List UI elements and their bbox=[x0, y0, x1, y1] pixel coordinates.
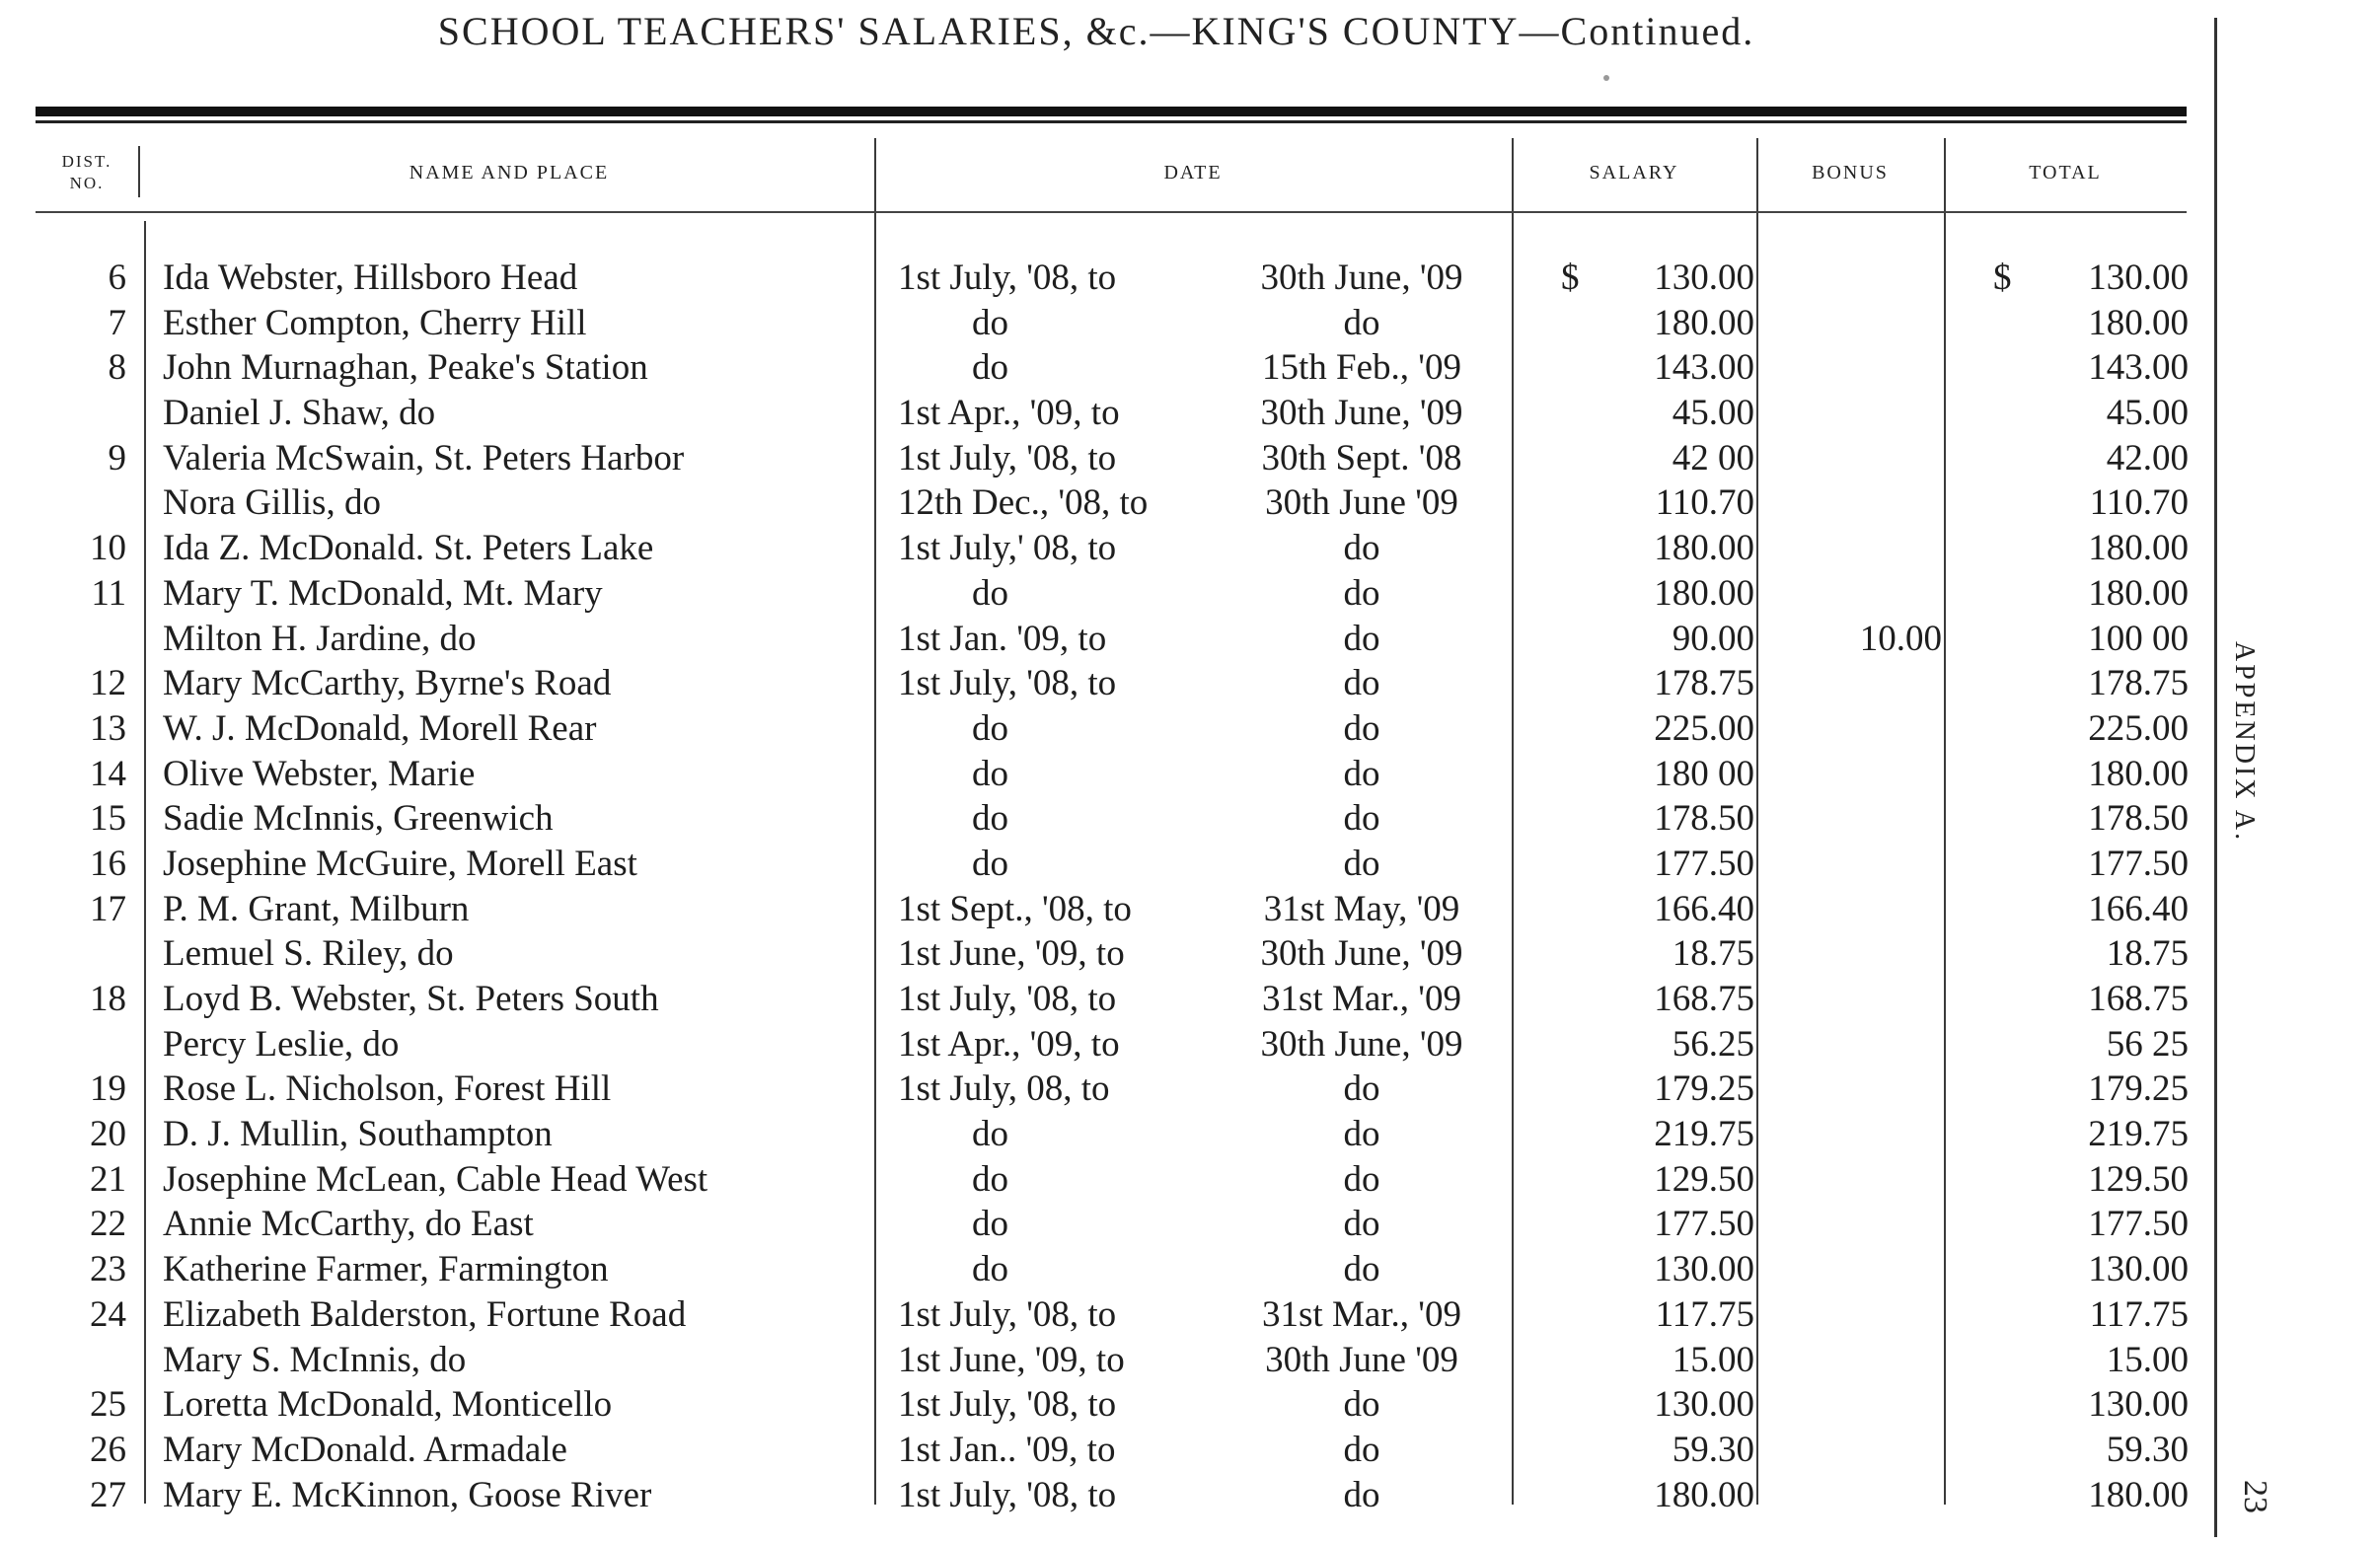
salary-amount: 225.00 bbox=[1654, 707, 1754, 749]
date-to: 30th June, '09 bbox=[1260, 933, 1463, 975]
teacher-name-place: Elizabeth Balderston, Fortune Road bbox=[163, 1293, 687, 1335]
teacher-name-place: Loretta McDonald, Monticello bbox=[163, 1384, 613, 1426]
date-to: do bbox=[1343, 572, 1380, 614]
date-to: do bbox=[1343, 1474, 1380, 1515]
total-amount: 59.30 bbox=[2106, 1429, 2189, 1470]
table-row bbox=[0, 1022, 2210, 1067]
date-to: do bbox=[1343, 1114, 1380, 1155]
salary-amount: 180.00 bbox=[1654, 528, 1754, 569]
teacher-name-place: Nora Gillis, do bbox=[163, 482, 381, 524]
header-dist bbox=[36, 138, 138, 207]
header-dist-line1: DIST. bbox=[61, 152, 112, 171]
table-row bbox=[0, 706, 2210, 752]
page-number: 23 bbox=[2237, 1480, 2273, 1513]
total-amount: 178.50 bbox=[2088, 798, 2189, 840]
table-row bbox=[0, 526, 2210, 571]
total-amount: 219.75 bbox=[2088, 1114, 2189, 1155]
teacher-name-place: Mary T. McDonald, Mt. Mary bbox=[163, 572, 603, 614]
dist-number: 22 bbox=[90, 1204, 126, 1245]
total-amount: 180.00 bbox=[2088, 302, 2189, 343]
table-row bbox=[0, 1157, 2210, 1203]
dist-number: 23 bbox=[90, 1249, 126, 1290]
dist-number: 26 bbox=[90, 1429, 126, 1470]
header-salary: SALARY bbox=[1589, 162, 1679, 184]
salary-amount: 18.75 bbox=[1672, 933, 1754, 975]
total-amount: 178.75 bbox=[2088, 663, 2189, 704]
dist-number: 7 bbox=[108, 302, 126, 343]
table-row bbox=[0, 1473, 2210, 1518]
salary-amount: 180 00 bbox=[1654, 753, 1754, 794]
teacher-name-place: Ida Webster, Hillsboro Head bbox=[163, 258, 578, 298]
date-to: 31st May, '09 bbox=[1263, 888, 1460, 929]
table-row bbox=[0, 1382, 2210, 1428]
total-amount: 130.00 bbox=[2088, 258, 2189, 298]
table-row bbox=[0, 1112, 2210, 1157]
column-divider-dist bbox=[138, 146, 140, 197]
table-row bbox=[0, 1247, 2210, 1292]
dist-number: 17 bbox=[90, 888, 126, 929]
header-total: TOTAL bbox=[2029, 162, 2102, 184]
salary-amount: 117.75 bbox=[1655, 1293, 1754, 1335]
table-row bbox=[0, 617, 2210, 662]
date-to: 30th June '09 bbox=[1265, 1339, 1458, 1380]
table-row bbox=[0, 842, 2210, 887]
total-amount: 166.40 bbox=[2088, 888, 2189, 929]
total-amount: 180.00 bbox=[2088, 572, 2189, 614]
table-row bbox=[0, 1067, 2210, 1112]
date-from: 1st July, '08, to bbox=[898, 1293, 1117, 1335]
dist-number: 12 bbox=[90, 663, 126, 704]
salary-amount: 129.50 bbox=[1654, 1158, 1754, 1200]
teacher-name-place: Mary S. McInnis, do bbox=[163, 1339, 467, 1380]
date-from: 1st July, '08, to bbox=[898, 258, 1117, 298]
total-currency-symbol: $ bbox=[1993, 258, 2012, 298]
header-bonus: BONUS bbox=[1812, 162, 1889, 184]
salary-amount: 166.40 bbox=[1654, 888, 1754, 929]
date-to: do bbox=[1343, 1158, 1380, 1200]
total-amount: 168.75 bbox=[2088, 979, 2189, 1019]
date-to: 30th June, '09 bbox=[1260, 393, 1463, 434]
teacher-name-place: Daniel J. Shaw, do bbox=[163, 393, 436, 434]
salary-amount: 110.70 bbox=[1655, 482, 1754, 524]
table-row bbox=[0, 977, 2210, 1022]
teacher-name-place: Mary E. McKinnon, Goose River bbox=[163, 1474, 652, 1515]
print-speck bbox=[1603, 75, 1609, 81]
teacher-name-place: Lemuel S. Riley, do bbox=[163, 933, 454, 975]
date-from: 1st July, '08, to bbox=[898, 1384, 1117, 1426]
dist-number: 27 bbox=[90, 1474, 126, 1515]
teacher-name-place: Rose L. Nicholson, Forest Hill bbox=[163, 1068, 612, 1110]
dist-number: 10 bbox=[90, 528, 126, 569]
date-to: do bbox=[1343, 1384, 1380, 1426]
appendix-label: APPENDIX A. bbox=[2229, 641, 2260, 844]
date-to: do bbox=[1343, 528, 1380, 569]
date-from: 1st July, 08, to bbox=[898, 1068, 1110, 1110]
salary-amount: 56.25 bbox=[1672, 1023, 1754, 1065]
teacher-name-place: Olive Webster, Marie bbox=[163, 753, 476, 794]
date-from: do bbox=[972, 707, 1008, 749]
salary-table-body bbox=[0, 256, 2210, 1517]
teacher-name-place: Mary McCarthy, Byrne's Road bbox=[163, 663, 612, 704]
date-to: do bbox=[1343, 1068, 1380, 1110]
total-amount: 130.00 bbox=[2088, 1384, 2189, 1426]
date-to: 30th June, '09 bbox=[1260, 258, 1463, 298]
salary-amount: 178.75 bbox=[1654, 663, 1754, 704]
table-row bbox=[0, 1338, 2210, 1383]
teacher-name-place: Esther Compton, Cherry Hill bbox=[163, 302, 587, 343]
date-to: 31st Mar., '09 bbox=[1262, 979, 1461, 1019]
total-amount: 45.00 bbox=[2106, 393, 2189, 434]
date-from: 1st July, '08, to bbox=[898, 663, 1117, 704]
teacher-name-place: Annie McCarthy, do East bbox=[163, 1204, 534, 1245]
teacher-name-place: D. J. Mullin, Southampton bbox=[163, 1114, 553, 1155]
date-to: do bbox=[1343, 663, 1380, 704]
date-from: 1st July,' 08, to bbox=[898, 528, 1117, 569]
table-row bbox=[0, 752, 2210, 797]
total-amount: 42.00 bbox=[2106, 437, 2189, 478]
date-from: 1st Jan.. '09, to bbox=[898, 1429, 1116, 1470]
salary-amount: 42 00 bbox=[1672, 437, 1754, 478]
page-title: SCHOOL TEACHERS' SALARIES, &c.—KING'S COUNTY—Continued. bbox=[437, 9, 1755, 53]
top-thin-rule bbox=[36, 120, 2187, 123]
salary-currency-symbol: $ bbox=[1561, 258, 1580, 298]
table-row bbox=[0, 301, 2210, 346]
total-amount: 117.75 bbox=[2089, 1293, 2189, 1335]
date-from: 1st Apr., '09, to bbox=[898, 1023, 1120, 1065]
teacher-name-place: John Murnaghan, Peake's Station bbox=[163, 347, 648, 389]
table-row bbox=[0, 1202, 2210, 1247]
date-from: 1st July, '08, to bbox=[898, 1474, 1117, 1515]
date-to: do bbox=[1343, 1429, 1380, 1470]
date-to: do bbox=[1343, 1204, 1380, 1245]
date-from: 1st Apr., '09, to bbox=[898, 393, 1120, 434]
date-from: 12th Dec., '08, to bbox=[898, 482, 1149, 524]
date-from: 1st June, '09, to bbox=[898, 933, 1125, 975]
date-from: 1st Sept., '08, to bbox=[898, 888, 1132, 929]
date-from: 1st July, '08, to bbox=[898, 979, 1117, 1019]
date-from: do bbox=[972, 753, 1008, 794]
salary-amount: 177.50 bbox=[1654, 1204, 1754, 1245]
dist-number: 14 bbox=[90, 753, 126, 794]
teacher-name-place: Percy Leslie, do bbox=[163, 1023, 400, 1065]
date-from: do bbox=[972, 302, 1008, 343]
dist-number: 6 bbox=[108, 258, 126, 298]
date-from: do bbox=[972, 1114, 1008, 1155]
date-to: 30th June, '09 bbox=[1260, 1023, 1463, 1065]
date-to: do bbox=[1343, 798, 1380, 840]
total-amount: 100 00 bbox=[2088, 618, 2189, 659]
total-amount: 129.50 bbox=[2088, 1158, 2189, 1200]
teacher-name-place: Milton H. Jardine, do bbox=[163, 618, 477, 659]
teacher-name-place: Mary McDonald. Armadale bbox=[163, 1429, 567, 1470]
dist-number: 8 bbox=[108, 347, 126, 389]
table-row bbox=[0, 931, 2210, 977]
salary-amount: 219.75 bbox=[1654, 1114, 1754, 1155]
dist-number: 19 bbox=[90, 1068, 126, 1110]
date-to: do bbox=[1343, 618, 1380, 659]
salary-amount: 143.00 bbox=[1654, 347, 1754, 389]
salary-amount: 180.00 bbox=[1654, 572, 1754, 614]
salary-amount: 130.00 bbox=[1654, 1249, 1754, 1290]
total-amount: 143.00 bbox=[2088, 347, 2189, 389]
date-from: do bbox=[972, 1204, 1008, 1245]
teacher-name-place: P. M. Grant, Milburn bbox=[163, 888, 470, 929]
date-to: 15th Feb., '09 bbox=[1262, 347, 1461, 389]
teacher-name-place: Katherine Farmer, Farmington bbox=[163, 1249, 609, 1290]
date-from: 1st June, '09, to bbox=[898, 1339, 1125, 1380]
table-row bbox=[0, 571, 2210, 617]
date-to: do bbox=[1343, 302, 1380, 343]
teacher-name-place: Josephine McLean, Cable Head West bbox=[163, 1158, 708, 1200]
dist-number: 16 bbox=[90, 843, 126, 884]
date-to: do bbox=[1343, 843, 1380, 884]
salary-amount: 179.25 bbox=[1654, 1068, 1754, 1110]
table-row bbox=[0, 480, 2210, 526]
total-amount: 180.00 bbox=[2088, 753, 2189, 794]
salary-amount: 178.50 bbox=[1654, 798, 1754, 840]
total-amount: 179.25 bbox=[2088, 1068, 2189, 1110]
salary-amount: 90.00 bbox=[1672, 618, 1754, 659]
date-to: 30th Sept. '08 bbox=[1261, 437, 1462, 478]
salary-amount: 59.30 bbox=[1672, 1429, 1754, 1470]
salary-amount: 45.00 bbox=[1672, 393, 1754, 434]
header-name: NAME AND PLACE bbox=[409, 162, 610, 184]
table-row bbox=[0, 796, 2210, 842]
salary-amount: 177.50 bbox=[1654, 843, 1754, 884]
total-amount: 130.00 bbox=[2088, 1249, 2189, 1290]
table-row bbox=[0, 391, 2210, 436]
salary-amount: 168.75 bbox=[1654, 979, 1754, 1019]
date-from: do bbox=[972, 798, 1008, 840]
salary-amount: 15.00 bbox=[1672, 1339, 1754, 1380]
total-amount: 110.70 bbox=[2089, 482, 2189, 524]
total-amount: 18.75 bbox=[2106, 933, 2189, 975]
page-edge-line bbox=[2214, 18, 2217, 1537]
table-row bbox=[0, 256, 2210, 301]
date-to: do bbox=[1343, 707, 1380, 749]
dist-number: 9 bbox=[108, 437, 126, 478]
teacher-name-place: Valeria McSwain, St. Peters Harbor bbox=[163, 437, 685, 478]
date-from: 1st July, '08, to bbox=[898, 437, 1117, 478]
header-dist-line2: NO. bbox=[69, 174, 105, 192]
teacher-name-place: Sadie McInnis, Greenwich bbox=[163, 798, 554, 840]
total-amount: 225.00 bbox=[2088, 707, 2189, 749]
table-row bbox=[0, 436, 2210, 481]
dist-number: 24 bbox=[90, 1293, 126, 1335]
table-row bbox=[0, 661, 2210, 706]
salary-amount: 180.00 bbox=[1654, 302, 1754, 343]
teacher-name-place: Josephine McGuire, Morell East bbox=[163, 843, 637, 884]
dist-number: 13 bbox=[90, 707, 126, 749]
teacher-name-place: W. J. McDonald, Morell Rear bbox=[163, 707, 597, 749]
total-amount: 177.50 bbox=[2088, 843, 2189, 884]
date-to: 30th June '09 bbox=[1265, 482, 1458, 524]
date-to: do bbox=[1343, 1249, 1380, 1290]
bonus-amount: 10.00 bbox=[1859, 618, 1942, 659]
total-amount: 180.00 bbox=[2088, 528, 2189, 569]
salary-amount: 130.00 bbox=[1654, 1384, 1754, 1426]
salary-amount: 180.00 bbox=[1654, 1474, 1754, 1515]
salary-amount: 130.00 bbox=[1654, 258, 1754, 298]
table-row bbox=[0, 1292, 2210, 1338]
date-from: do bbox=[972, 1249, 1008, 1290]
dist-number: 20 bbox=[90, 1114, 126, 1155]
dist-number: 25 bbox=[90, 1384, 126, 1426]
table-row bbox=[0, 887, 2210, 932]
date-from: do bbox=[972, 347, 1008, 389]
total-amount: 15.00 bbox=[2106, 1339, 2189, 1380]
dist-number: 18 bbox=[90, 979, 126, 1019]
date-to: do bbox=[1343, 753, 1380, 794]
top-thick-rule bbox=[36, 107, 2187, 116]
total-amount: 177.50 bbox=[2088, 1204, 2189, 1245]
dist-number: 15 bbox=[90, 798, 126, 840]
table-row bbox=[0, 1428, 2210, 1473]
date-from: do bbox=[972, 843, 1008, 884]
dist-number: 21 bbox=[90, 1158, 126, 1200]
teacher-name-place: Loyd B. Webster, St. Peters South bbox=[163, 979, 659, 1019]
table-row bbox=[0, 345, 2210, 391]
date-to: 31st Mar., '09 bbox=[1262, 1293, 1461, 1335]
header-date: DATE bbox=[1163, 162, 1223, 184]
date-from: 1st Jan. '09, to bbox=[898, 618, 1107, 659]
date-from: do bbox=[972, 1158, 1008, 1200]
total-amount: 56 25 bbox=[2106, 1023, 2189, 1065]
date-from: do bbox=[972, 572, 1008, 614]
header-rule bbox=[36, 211, 2187, 213]
dist-number: 11 bbox=[91, 572, 126, 614]
total-amount: 180.00 bbox=[2088, 1474, 2189, 1515]
teacher-name-place: Ida Z. McDonald. St. Peters Lake bbox=[163, 528, 654, 569]
